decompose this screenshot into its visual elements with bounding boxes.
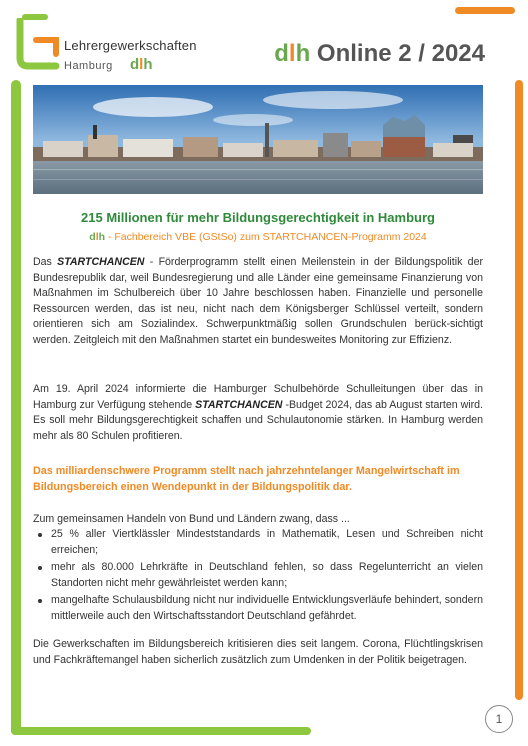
paragraph-hamburg: Am 19. April 2024 informierte die Hamburger Schulbehörde Schulleitungen über das in Hamburg zur Verfügung stehende STARTCHANCEN -Budget 2024, das ab August starten wird. Es soll mehr Bildungsgerechtigkeit schaffen und Schulautonomie stärken. In Hamburg werden mehr als 80 Schulen profitieren. [33, 383, 484, 442]
frame-accent-orange-right [515, 80, 523, 700]
bullet-icon [38, 533, 42, 537]
paragraph-intro: Das STARTCHANCEN - Förderprogramm stellt einen Meilenstein in der Bildungspolitik der Bundesrepublik dar, weil Bundesregierung und alle Länder eine gemeinsame Finanzierung von Maßnahmen im Schulbereich über 10 Jahre beschlossen haben. Finanzielle und personelle Ressourcen werden, das ist neu, nicht nach dem Königsberger Schlüssel verteilt, sondern orientieren sich am Sozialindex. Schwerpunktmäßig sollen Grundschulen berück-sichtigt werden. Zeitgleich mit den Maßnahmen startet ein bundesweites Monitoring zur Effizienz. [33, 256, 483, 346]
reasons-list [33, 527, 483, 627]
union-logo-icon [16, 18, 64, 74]
org-city: Hamburg [64, 60, 113, 72]
paragraph-highlight: Das milliardenschwere Programm stellt nach jahrzehntelanger Mangelwirtschaft im Bildungsbereich einen Wendepunkt in der Bildungspolitik dar. [33, 465, 460, 493]
page-number: 1 [485, 705, 513, 733]
org-name: Lehrergewerkschaften [64, 38, 197, 53]
list-item: mangelhafte Schulausbildung nicht nur individuelle Entwicklungsverläufe behindert, sondern mittlerweile auch den Wirtschaftsstandort Deutschland gefährdet. [33, 593, 483, 624]
frame-accent-green-left [11, 80, 21, 735]
frame-accent-orange-top [455, 7, 515, 14]
frame-accent-green-bottom [11, 727, 311, 735]
article-subline: dlh - Fachbereich VBE (GStSo) zum STARTCHANCEN-Programm 2024 [89, 231, 427, 243]
bullet-icon [38, 599, 42, 603]
paragraph-reasons-intro: Zum gemeinsamen Handeln von Bund und Ländern zwang, dass ... [33, 513, 350, 525]
article-headline: 215 Millionen für mehr Bildungsgerechtigkeit in Hamburg [81, 210, 435, 225]
list-item: 25 % aller Viertklässler Mindeststandards in Mathematik, Lesen und Schreiben nicht erreichen; [33, 527, 483, 558]
org-dlh-mark: dlh [130, 56, 153, 73]
issue-title: dlh Online 2 / 2024 [274, 40, 485, 67]
hamburg-skyline-photo [33, 85, 483, 194]
bullet-icon [38, 566, 42, 570]
list-item: mehr als 80.000 Lehrkräfte in Deutschland fehlen, so dass Regelunterricht an vielen Standorten nicht mehr gewährleistet werden kann; [33, 560, 483, 591]
paragraph-closing: Die Gewerkschaften im Bildungsbereich kritisieren dies seit langem. Corona, Flüchtlingskrisen und Fachkräftemangel haben sicherlich zusätzlich zum Umdenken in der Politik beigetragen. [33, 638, 483, 666]
